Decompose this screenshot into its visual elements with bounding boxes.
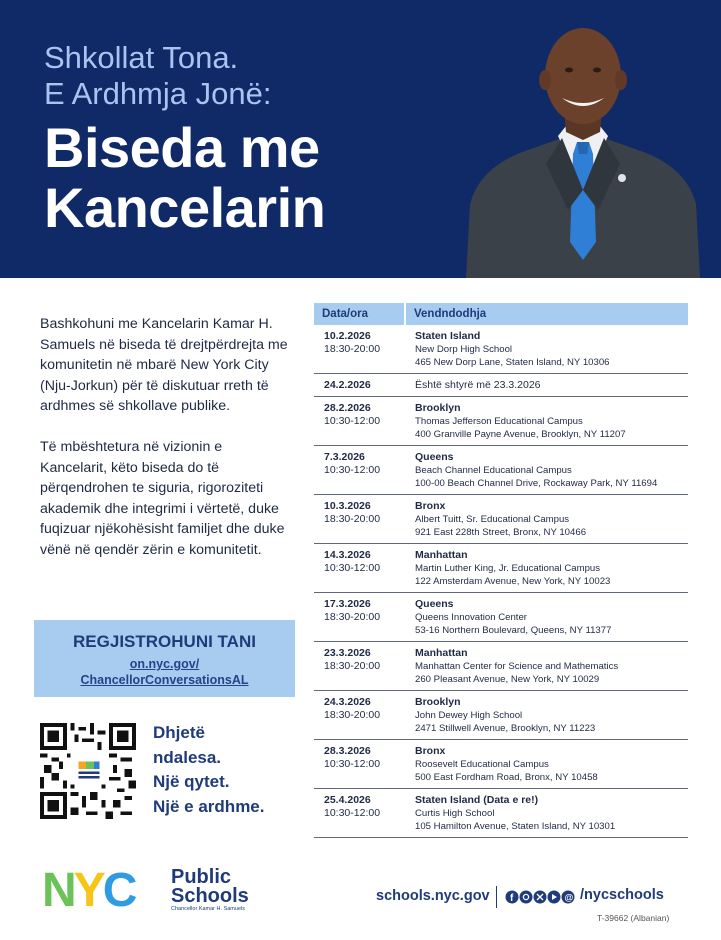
event-school: Queens Innovation Center <box>415 612 528 623</box>
event-date: 14.3.2026 <box>324 549 371 561</box>
schedule-row <box>314 325 688 374</box>
intro-text <box>40 314 292 581</box>
register-link-line-1[interactable]: on.nyc.gov/ <box>129 657 200 671</box>
event-date: 24.2.2026 <box>324 379 371 391</box>
brand-line-1: Public <box>171 866 232 888</box>
schedule-row <box>314 544 688 593</box>
nyc-logo-letter: N <box>42 866 74 912</box>
event-date: 23.3.2026 <box>324 647 371 659</box>
event-address: 260 Pleasant Avenue, New York, NY 10029 <box>415 674 600 685</box>
date-cell <box>314 642 405 691</box>
event-date: 17.3.2026 <box>324 598 371 610</box>
event-date: 25.4.2026 <box>324 794 371 806</box>
footer-divider <box>496 886 497 908</box>
date-cell <box>314 691 405 740</box>
schedule-row <box>314 397 688 446</box>
event-school: Albert Tuitt, Sr. Educational Campus <box>415 514 570 525</box>
date-cell <box>314 374 405 397</box>
event-date: 28.3.2026 <box>324 745 371 757</box>
svg-text:f: f <box>510 893 514 904</box>
register-link-line-2[interactable]: ChancellorConversationsAL <box>80 673 249 687</box>
subtitle-line-1: Shkollat Tona. <box>44 40 239 75</box>
schedule-table <box>314 303 688 838</box>
event-date: 28.2.2026 <box>324 402 371 414</box>
chancellor-credit: Chancellor Kamar H. Samuels <box>171 906 245 912</box>
event-time: 10:30-12:00 <box>324 758 381 770</box>
event-time: 18:30-20:00 <box>324 513 381 525</box>
event-address: 465 New Dorp Lane, Staten Island, NY 10306 <box>415 357 610 368</box>
event-school: Thomas Jefferson Educational Campus <box>415 416 583 427</box>
event-date: 10.3.2026 <box>324 500 371 512</box>
intro-paragraph-2: Të mbështetura në vizionin e Kancelarit, këto biseda do të përqendrohen te siguria, rigoroziteti akademik dhe integrimi i vërtetë, duke fuqizuar njëkohësisht familjet dhe duke vënë në qendër zërin e komunitetit. <box>40 438 285 558</box>
event-school: Roosevelt Educational Campus <box>415 759 549 770</box>
tagline-line-1: Dhjetë <box>153 723 205 742</box>
location-cell <box>405 446 688 495</box>
date-cell <box>314 789 405 838</box>
title-line-1: Biseda me <box>44 116 320 179</box>
date-cell <box>314 593 405 642</box>
intro-paragraph-1: Bashkohuni me Kancelarin Kamar H. Samuels në biseda të drejtpërdrejta me komunitetin në mbarë New York City (Nju-Jorkun) për të diskutuar rreth të ardhmes së shkollave publike. <box>40 316 288 415</box>
event-time: 10:30-12:00 <box>324 464 381 476</box>
event-time: 18:30-20:00 <box>324 709 381 721</box>
location-cell <box>405 740 688 789</box>
schedule-row <box>314 740 688 789</box>
location-cell <box>405 593 688 642</box>
column-header-location: Vendndodhja <box>405 303 688 325</box>
event-borough: Staten Island (Data e re!) <box>415 794 539 806</box>
event-address: 400 Granville Payne Avenue, Brooklyn, NY 11207 <box>415 429 626 440</box>
schedule-row <box>314 446 688 495</box>
event-borough: Manhattan <box>415 549 468 561</box>
event-date: 10.2.2026 <box>324 330 371 342</box>
event-school: Beach Channel Educational Campus <box>415 465 572 476</box>
nyc-logo <box>42 866 168 912</box>
event-date: 24.3.2026 <box>324 696 371 708</box>
event-borough: Manhattan <box>415 647 468 659</box>
event-time: 10:30-12:00 <box>324 807 381 819</box>
location-cell <box>405 374 688 397</box>
event-address: 122 Amsterdam Avenue, New York, NY 10023 <box>415 576 611 587</box>
event-school: Curtis High School <box>415 808 495 819</box>
date-cell <box>314 740 405 789</box>
event-borough: Queens <box>415 451 454 463</box>
event-date: 7.3.2026 <box>324 451 365 463</box>
tagline-line-4: Një e ardhme. <box>153 796 265 816</box>
tagline-line-2: ndalesa. <box>153 747 222 767</box>
date-cell <box>314 544 405 593</box>
event-address: 2471 Stillwell Avenue, Brooklyn, NY 11223 <box>415 723 596 734</box>
location-cell <box>405 642 688 691</box>
event-time: 18:30-20:00 <box>324 343 381 355</box>
event-address: 921 East 228th Street, Bronx, NY 10466 <box>415 527 587 538</box>
chancellor-portrait <box>466 14 700 278</box>
column-header-date: Data/ora <box>314 303 405 325</box>
facebook-icon <box>506 891 519 905</box>
document-code: T-39662 (Albanian) <box>597 913 670 923</box>
register-box[interactable] <box>34 620 295 697</box>
event-address: 100-00 Beach Channel Drive, Rockaway Park, NY 11694 <box>415 478 658 489</box>
social-icons <box>505 889 577 905</box>
event-school: Manhattan Center for Science and Mathematics <box>415 661 619 672</box>
event-time: 18:30-20:00 <box>324 660 381 672</box>
schedule-row <box>314 374 688 397</box>
public-schools-wordmark <box>171 868 249 906</box>
event-school: New Dorp High School <box>415 344 513 355</box>
tagline <box>153 721 265 819</box>
youtube-icon <box>548 891 561 904</box>
threads-icon <box>562 891 575 904</box>
event-borough: Queens <box>415 598 454 610</box>
x-icon <box>534 891 547 904</box>
location-cell <box>405 789 688 838</box>
register-title: REGJISTROHUNI TANI <box>73 632 256 651</box>
location-cell <box>405 691 688 740</box>
location-cell <box>405 544 688 593</box>
event-time: 10:30-12:00 <box>324 562 381 574</box>
date-cell <box>314 446 405 495</box>
event-borough: Staten Island <box>415 330 481 342</box>
location-cell <box>405 325 688 374</box>
location-cell <box>405 495 688 544</box>
schedule-body <box>314 325 688 838</box>
nyc-logo-letter: C <box>102 866 135 912</box>
date-cell <box>314 397 405 446</box>
social-handle[interactable]: /nycschools <box>580 887 664 903</box>
hero-title <box>44 118 325 238</box>
subtitle-line-2: E Ardhmja Jonë: <box>44 76 272 111</box>
website-link[interactable]: schools.nyc.gov <box>376 888 490 904</box>
schedule-row <box>314 593 688 642</box>
nyc-logo-letter: Y <box>73 866 103 912</box>
event-address: 105 Hamilton Avenue, Staten Island, NY 10301 <box>415 821 616 832</box>
event-time: 18:30-20:00 <box>324 611 381 623</box>
hero-banner <box>0 0 721 278</box>
schedule-header-row <box>314 303 688 325</box>
event-school: John Dewey High School <box>415 710 523 721</box>
event-time: 10:30-12:00 <box>324 415 381 427</box>
tagline-line-3: Një qytet. <box>153 772 230 791</box>
schedule-row <box>314 495 688 544</box>
title-line-2: Kancelarin <box>44 176 326 239</box>
brand-line-2: Schools <box>171 885 249 907</box>
event-borough: Brooklyn <box>415 696 461 708</box>
instagram-icon <box>520 891 533 904</box>
date-cell <box>314 495 405 544</box>
hero-subtitle <box>44 40 271 112</box>
qr-code-icon[interactable] <box>40 723 136 819</box>
svg-text:@: @ <box>564 892 574 903</box>
event-school: Martin Luther King, Jr. Educational Campus <box>415 563 601 574</box>
date-cell <box>314 325 405 374</box>
event-school: Është shtyrë më 23.3.2026 <box>415 379 541 391</box>
schedule-row <box>314 642 688 691</box>
schedule-row <box>314 789 688 838</box>
event-borough: Brooklyn <box>415 402 461 414</box>
location-cell <box>405 397 688 446</box>
event-borough: Bronx <box>415 745 446 757</box>
event-address: 53-16 Northern Boulevard, Queens, NY 11377 <box>415 625 612 636</box>
schedule-row <box>314 691 688 740</box>
event-address: 500 East Fordham Road, Bronx, NY 10458 <box>415 772 598 783</box>
event-borough: Bronx <box>415 500 446 512</box>
